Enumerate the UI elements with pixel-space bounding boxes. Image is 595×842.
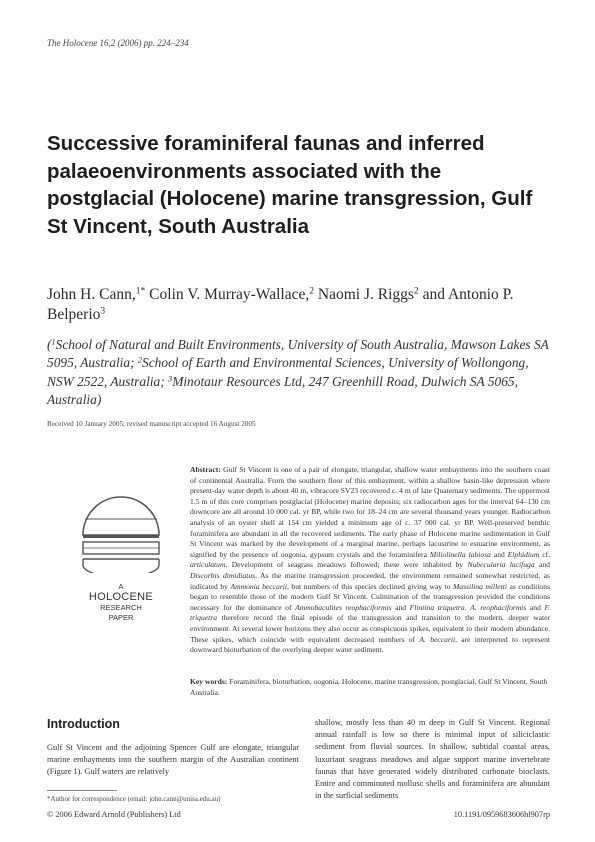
section-heading: Introduction (47, 717, 120, 731)
journal-reference: The Holocene 16,2 (2006) pp. 224–234 (47, 38, 189, 48)
holocene-research-paper-logo (75, 495, 167, 573)
species-name: A. reophaciformis (470, 602, 527, 612)
badge-line: A (118, 582, 124, 591)
species-name: Massilina milletti (452, 581, 507, 591)
author-superscript: 2 (309, 285, 315, 297)
article-title: Successive foraminiferal faunas and inferred palaeoenvironments associated with the postglacial (Holocene) marine transgression, Gulf St Vincent, South Australia (47, 132, 533, 238)
badge-line: RESEARCH (100, 603, 142, 612)
species-name: Miliolinella labiosa (429, 549, 491, 559)
species-name: Elphidium (507, 549, 540, 559)
abstract-text: therefore record the final episode of the transgression and transition to the modern, deeper water environment. At several lower horizons they also occur as conspicuous spikes, equivalent to their modern abundance. These spikes, which coincide with equivalent decreased numbers of (190, 613, 550, 644)
body-text-right-column: shallow, mostly less than 40 m deep in Gulf St Vincent. Regional annual rainfall is low so there is minimal input of siliciclastic sediment from fluvial sources. In shallow, subtidal coastal areas, luxuriant seagrass meadows and algae support marine invertebrate faunas that have generated widely distributed carbonate bioclasts. Entire and comminuted mollusc shells and foraminifera are abundant in the surficial sediments (315, 718, 550, 801)
affiliation-superscript: 2 (137, 355, 143, 365)
abstract-text: and (490, 549, 508, 559)
badge-line: HOLOCENE (88, 591, 154, 603)
author-name: Colin V. Murray-Wallace, (145, 286, 310, 303)
badge-line: PAPER (108, 612, 134, 622)
correspondence-footnote: *Author for correspondence (email: john.cann@unisa.edu.au) (47, 795, 221, 803)
species-name: Flintina triquetra (409, 602, 465, 612)
badge-label (75, 582, 167, 622)
abstract-label: Abstract: (190, 465, 221, 474)
species-name: A. beccarii (419, 634, 456, 644)
author-list (47, 285, 557, 325)
abstract-text: , are interpreted to represent downward bioturbation of the overlying deeper water sediment. (190, 634, 550, 655)
abstract-text: as conditions began to resemble those of the modern Gulf St Vincent. Culmination of the transgression provided the conditions necessary for the dominance of (190, 581, 550, 612)
abstract-text: . (464, 602, 471, 612)
author-superscript: 3 (100, 305, 106, 317)
received-dates: Received 10 January 2005; revised manuscript accepted 16 August 2005 (47, 420, 256, 428)
author-name: John H. Cann, (47, 286, 136, 303)
affiliation-superscript: 1 (51, 337, 56, 347)
doi-identifier: 10.1191/0959683606hl907rp (453, 810, 550, 819)
author-superscript: 1* (135, 285, 146, 297)
abstract-text: cf. (539, 549, 550, 559)
species-name: Ammobaculites reophaciformis (295, 602, 392, 612)
abstract (190, 465, 550, 656)
abstract-text: and (391, 602, 410, 612)
affiliation-text: School of Natural and Built Environments, University of South Australia, Mawson Lakes SA 5095, Australia; (47, 337, 549, 371)
abstract-text: and (534, 560, 550, 570)
keywords-text: Foraminifera, bioturbation, oogonia, Holocene, marine transgression, postglacial, Gulf St Vincent, South Australia. (190, 677, 548, 697)
footnote-divider (47, 790, 117, 791)
copyright-notice: © 2006 Edward Arnold (Publishers) Ltd (47, 810, 181, 819)
abstract-text: . Development of seagrass meadows followed; these were inhabited by (225, 560, 468, 570)
abstract-text: and (526, 602, 545, 612)
author-name: Naomi J. Riggs (314, 286, 414, 303)
species-name: Nubecularia lucifuga (467, 560, 535, 570)
affiliation-text: School of Earth and Environmental Sciences, University of Wollongong, NSW 2522, Australia; (47, 355, 529, 389)
species-name: Discorbis dimidiatus (190, 570, 256, 580)
author-affiliations (47, 336, 557, 409)
author-name: and Antonio P. Belperio (47, 286, 514, 323)
abstract-text: , but numbers of this species declined giving way to (287, 581, 453, 591)
affiliation-superscript: 3 (168, 374, 173, 384)
species-name: Ammonia beccarii (230, 581, 287, 591)
keywords (190, 677, 550, 698)
keywords-label: Key words: (190, 677, 228, 686)
affiliation-text: Minotaur Resources Ltd, 247 Greenhill Road, Dulwich SA 5065, Australia) (47, 373, 518, 407)
species-name: F. triquetra (190, 602, 551, 623)
abstract-text: Gulf St Vincent is one of a pair of elongate, triangular, shallow water embayments into the southern coast of continental Australia. From the southern floor of this embayment, within a shallow basin-like depression where present-day water depth is about 40 m, vibracore SV23 recovered c. 4 m of late Quaternary sediments. The uppermost 1.5 m of this core comprises postglacial (Holocene) marine deposits; six radiocarbon ages for the interval 64–130 cm downcore are all around 10 000 cal. yr BP, while two for 18–24 cm are several thousand years younger. Radiocarbon analysis of an oyster shell at 154 cm yielded a minimum age of c. 37 000 cal. yr BP. Well-preserved benthic foraminifera are abundant in all the recovered sediments. The early phase of Holocene marine sedimentation in Gulf St Vincent was marked by the development of a marginal marine, perhaps lacustrine to estuarine environment, as signified by the presence of oogonia, gypsum crystals and the foraminifera (190, 465, 550, 559)
author-superscript: 2 (413, 285, 419, 297)
species-name: articulatum (190, 560, 226, 570)
affiliation-bracket: ( (47, 337, 52, 352)
abstract-text: . As the marine transgression proceeded, the environment remained somewhat restricted, as indicated by (190, 570, 550, 591)
body-text-left-column: Gulf St Vincent and the adjoining Spencer Gulf are elongate, triangular marine embayments into the southern margin of the Australian continent (Figure 1). Gulf waters are relatively (47, 743, 299, 777)
